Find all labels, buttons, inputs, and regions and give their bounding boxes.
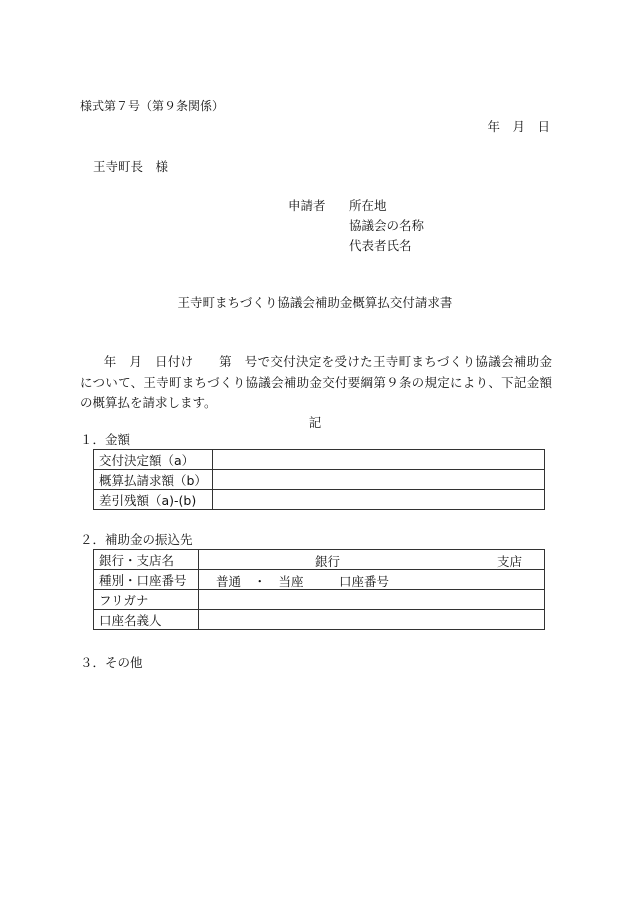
table-row <box>94 490 545 510</box>
bank-value[interactable] <box>199 550 545 570</box>
amount-value-request[interactable] <box>213 470 545 490</box>
branch-suffix: 支店 <box>496 554 522 569</box>
applicant-field-address: 所在地 <box>349 198 387 213</box>
applicant-fields <box>349 196 424 256</box>
amount-label-decision: 交付決定額（a） <box>94 450 213 470</box>
form-number: 様式第７号（第９条関係） <box>80 99 225 113</box>
account-holder-label: 口座名義人 <box>94 610 199 630</box>
amount-label-request: 概算払請求額（b） <box>94 470 213 490</box>
bank-table <box>93 549 545 630</box>
table-row <box>94 610 545 630</box>
amount-table <box>93 449 545 510</box>
addressee: 王寺町長 様 <box>93 159 169 174</box>
account-holder-value[interactable] <box>199 610 545 630</box>
ki-marker: 記 <box>308 415 322 430</box>
request-body-text: 年 月 日付け 第 号で交付決定を受けた王寺町まちづくり協議会補助金について、王寺町まちづくり協議会補助金交付要綱第９条の規定により、下記金額の概算払を請求します。 <box>80 354 552 410</box>
table-row <box>94 590 545 610</box>
bank-suffix: 銀行 <box>315 554 341 569</box>
account-type-options: 普通 ・ 当座 <box>216 574 304 589</box>
furigana-value[interactable] <box>199 590 545 610</box>
applicant-field-representative: 代表者氏名 <box>349 238 412 253</box>
document-title: 王寺町まちづくり協議会補助金概算払交付請求書 <box>177 295 453 310</box>
section-amount-heading: １．金額 <box>80 432 131 447</box>
table-row <box>94 470 545 490</box>
table-row <box>94 450 545 470</box>
applicant-label: 申請者 <box>288 198 326 213</box>
account-type-label: 種別・口座番号 <box>94 570 199 590</box>
amount-value-decision[interactable] <box>213 450 545 470</box>
furigana-label: フリガナ <box>94 590 199 610</box>
amount-label-balance: 差引残額（a)-(b) <box>94 490 213 510</box>
amount-value-balance[interactable] <box>213 490 545 510</box>
date-line: 年 月 日 <box>487 119 550 134</box>
account-type-value[interactable] <box>199 570 545 590</box>
table-row <box>94 550 545 570</box>
section-bank-heading: ２．補助金の振込先 <box>80 532 193 547</box>
section-other-heading: ３．その他 <box>80 655 143 670</box>
account-number-label: 口座番号 <box>339 574 390 589</box>
table-row <box>94 570 545 590</box>
applicant-field-council-name: 協議会の名称 <box>349 218 425 233</box>
bank-label: 銀行・支店名 <box>94 550 199 570</box>
